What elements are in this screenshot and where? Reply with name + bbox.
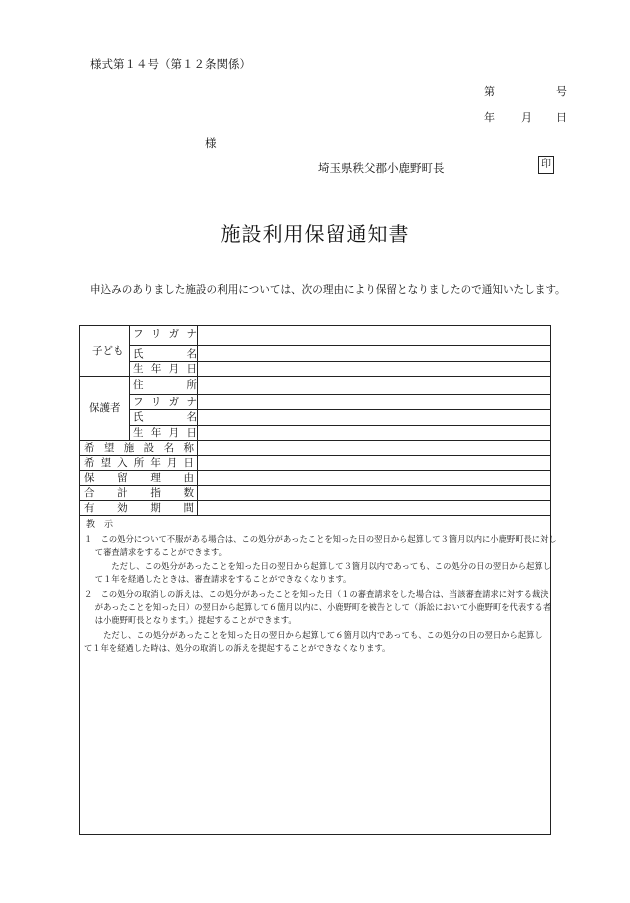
row-divider	[79, 485, 551, 486]
row-divider	[129, 394, 551, 395]
instructions-heading: 教 示	[86, 520, 114, 530]
row-divider	[129, 409, 551, 410]
row-divider	[129, 425, 551, 426]
date-year-label: 年	[484, 111, 495, 124]
reason-label: 保 留 理 由	[84, 472, 194, 484]
row-divider	[79, 455, 551, 456]
guardian-name-label: 氏 名	[133, 411, 197, 423]
issuer-name: 埼玉県秩父郡小鹿野町長	[318, 161, 445, 175]
document-title: 施設利用保留通知書	[220, 222, 410, 246]
row-divider	[129, 345, 551, 346]
column-divider	[129, 325, 130, 440]
total-index-label: 合 計 指 数	[84, 487, 194, 499]
seal-box: 印	[538, 156, 554, 174]
child-group-label: 子ども	[92, 345, 124, 357]
guardian-group-label: 保護者	[89, 402, 121, 414]
form-number-label: 様式第１４号（第１２条関係）	[90, 57, 251, 71]
row-divider	[79, 515, 551, 516]
document-number-prefix: 第	[484, 85, 495, 98]
instructions-paragraph-3: ２ この処分の取消しの訴えは、この処分があったことを知った日（１の審査請求をした場合は、当該審査請求に対する裁決があったことを知った日）の翌日から起算して６箇月以内に、小鹿野町を被告として（訴訟において小鹿野町を代表する者は小鹿野町長となります。）提起することができます。	[84, 589, 552, 625]
child-birthdate-label: 生 年 月 日	[133, 363, 197, 375]
row-divider	[79, 376, 551, 377]
row-divider	[79, 440, 551, 441]
desired-facility-label: 希 望 施 設 名 称	[84, 442, 194, 454]
document-number-suffix: 号	[556, 85, 567, 98]
row-divider	[79, 470, 551, 471]
child-furigana-label: フ リ ガ ナ	[133, 328, 197, 340]
guardian-birthdate-label: 生 年 月 日	[133, 427, 197, 439]
addressee-honorific: 様	[205, 136, 217, 150]
instructions-paragraph-1: １ この処分について不服がある場合は、この処分があったことを知った日の翌日から起算して３箇月以内に小鹿野町長に対して審査請求をすることができます。	[84, 534, 557, 557]
instructions-paragraph-4: ただし、この処分があったことを知った日の翌日から起算して６箇月以内であっても、この処分の日の翌日から起算して１年を経過した時は、処分の取消しの訴えを提起することができなくなります。	[84, 630, 543, 653]
desired-admission-date-label: 希 望 入 所 年 月 日	[84, 457, 194, 469]
row-divider	[129, 361, 551, 362]
validity-period-label: 有 効 期 間	[84, 502, 194, 514]
date-day-label: 日	[556, 111, 567, 124]
intro-paragraph: 申込みのありました施設の利用については、次の理由により保留となりましたので通知いたします。	[90, 284, 566, 296]
column-divider	[197, 325, 198, 515]
instructions-paragraph-2: ただし、この処分があったことを知った日の翌日から起算して３箇月以内であっても、この処分の日の翌日から起算して１年を経過したときは、審査請求をすることができなくなります。	[94, 561, 551, 584]
row-divider	[79, 500, 551, 501]
guardian-address-label: 住 所	[133, 379, 197, 391]
guardian-furigana-label: フ リ ガ ナ	[133, 396, 197, 408]
date-month-label: 月	[521, 111, 532, 124]
child-name-label: 氏 名	[133, 348, 197, 360]
